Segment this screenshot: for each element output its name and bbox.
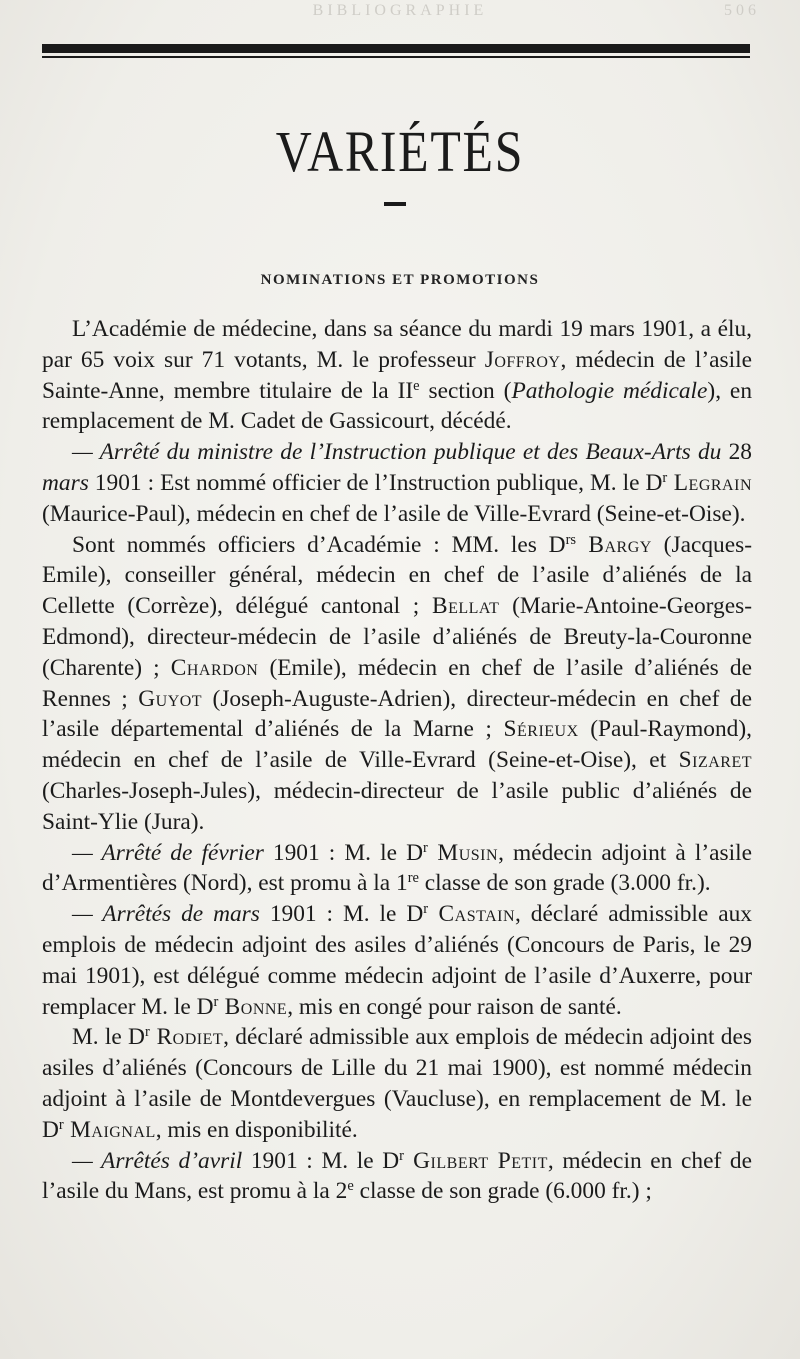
text-run: 1901 : M. le D — [242, 1147, 400, 1174]
person-name: Maignal — [63, 1116, 156, 1143]
superscript: r — [58, 1116, 64, 1133]
italic-text: — Arrêté du ministre de l’Instruction publique et des Beaux-Arts du — [72, 439, 722, 466]
person-name: Sérieux — [503, 716, 579, 743]
text-run: , mis en congé pour raison de santé. — [287, 993, 622, 1020]
superscript: e — [413, 377, 420, 394]
text-run: ), en remplacement de M. Cadet de Gassicourt, décédé. — [42, 377, 753, 435]
person-name: Sizaret — [678, 747, 752, 774]
italic-text: Pathologie médicale — [511, 377, 708, 404]
section-title: VARIÉTÉS — [275, 119, 525, 184]
top-rule-thick — [42, 44, 750, 53]
paragraph-academie — [42, 314, 752, 437]
superscript: e — [347, 1178, 354, 1195]
paragraph-officiers-academie — [42, 530, 752, 838]
text-run: (Emile), médecin en chef de l’asile d’aliénés de Rennes ; — [42, 654, 752, 712]
italic-text: — Arrêtés de mars — [72, 901, 260, 928]
person-name: Musin — [427, 839, 499, 866]
person-name: Rodiet — [149, 1024, 224, 1051]
paragraph-arretes-avril — [42, 1146, 752, 1208]
subheading: NOMINATIONS ET PROMOTIONS — [260, 272, 540, 288]
text-run: (Paul-Raymond), médecin en chef de l’asile de Ville-Evrard (Seine-et-Oise), et — [42, 716, 752, 774]
paragraph-arretes-mars — [42, 899, 752, 1022]
title-ornament — [384, 202, 406, 206]
page-number: 506 — [724, 2, 760, 19]
running-title: BIBLIOGRAPHIE — [312, 2, 488, 19]
text-run: 28 — [721, 439, 752, 466]
text-run: , médecin en chef de l’asile du Mans, est promu à la 2 — [42, 1147, 752, 1205]
person-name: Castain — [428, 901, 516, 928]
text-run: classe de son grade (3.000 fr.). — [418, 870, 711, 897]
text-run: , déclaré admissible aux emplois de médecin adjoint des asiles d’aliénés (Concours de Paris, le 29 mai 1901), est délégué comme médecin adjoint de l’asile d’Auxerre, pour remplacer M. le D — [42, 901, 753, 1020]
text-run: (Marie-Antoine-Georges-Edmond), directeur-médecin de l’asile d’aliénés de Breuty-la-Couronne (Charente) ; — [42, 593, 752, 681]
article-body — [42, 314, 752, 1207]
text-run: , déclaré admissible aux emplois de médecin adjoint des asiles d’aliénés (Concours de Lille du 21 mai 1900), est nommé médecin adjoint à l’asile de Montdevergues (Vaucluse), en remplacement de M. le D — [42, 1024, 752, 1143]
superscript: r — [144, 1024, 150, 1041]
superscript: r — [213, 993, 219, 1010]
text-run: (Charles-Joseph-Jules), médecin-directeur de l’asile public d’aliénés de Saint-Ylie (Jura). — [42, 777, 752, 835]
italic-text: mars — [42, 469, 89, 496]
superscript: re — [407, 870, 419, 887]
superscript: r — [662, 470, 668, 487]
person-name: Joffroy — [484, 346, 561, 373]
text-run: L’Académie de médecine, dans sa séance du mardi 19 mars 1901, a élu, par 65 voix sur 71 votants, M. le professeur — [42, 316, 752, 373]
person-name: Bonne — [218, 993, 288, 1020]
person-name: Gilbert Petit — [404, 1147, 548, 1174]
paragraph-instruction-publique — [42, 437, 752, 529]
text-run: , médecin adjoint à l’asile d’Armentières (Nord), est promu à la 1 — [42, 839, 752, 897]
text-run: 1901 : Est nommé officier de l’Instruction publique, M. le D — [88, 469, 663, 496]
text-run: (Jacques-Emile), conseiller général, médecin en chef de l’asile d’aliénés de la Cellette (Corrèze), délégué cantonal ; — [42, 531, 752, 620]
superscript: r — [399, 1147, 405, 1164]
italic-text: — Arrêtés d’avril — [72, 1147, 243, 1174]
text-run: , médecin de l’asile Sainte-Anne, membre titulaire de la II — [42, 346, 752, 404]
text-run: Sont nommés officiers d’Académie : MM. les D — [72, 531, 566, 558]
superscript: rs — [565, 531, 577, 548]
text-run: (Maurice-Paul), médecin en chef de l’asile de Ville-Evrard (Seine-et-Oise). — [42, 500, 746, 527]
person-name: Bellat — [431, 593, 500, 620]
text-run: M. le D — [72, 1024, 145, 1051]
superscript: r — [422, 839, 428, 856]
text-run: section ( — [419, 377, 512, 404]
text-run: (Joseph-Auguste-Adrien), directeur-médecin en chef de l’asile départemental d’aliénés de la Marne ; — [42, 685, 752, 743]
text-run: 1901 : M. le D — [263, 839, 423, 866]
text-run: , mis en disponibilité. — [155, 1116, 358, 1143]
paragraph-arrete-fevrier — [42, 838, 752, 900]
person-name: Bargy — [576, 531, 652, 558]
paragraph-rodiet — [42, 1022, 752, 1145]
person-name: Guyot — [138, 685, 203, 712]
top-rule-thin — [42, 56, 750, 58]
superscript: r — [423, 901, 429, 918]
person-name: Chardon — [170, 654, 259, 681]
person-name: Legrain — [667, 469, 752, 496]
text-run: 1901 : M. le D — [259, 901, 424, 928]
text-run: classe de son grade (6.000 fr.) ; — [353, 1178, 652, 1205]
italic-text: — Arrêté de février — [72, 839, 264, 866]
running-header — [0, 2, 800, 20]
